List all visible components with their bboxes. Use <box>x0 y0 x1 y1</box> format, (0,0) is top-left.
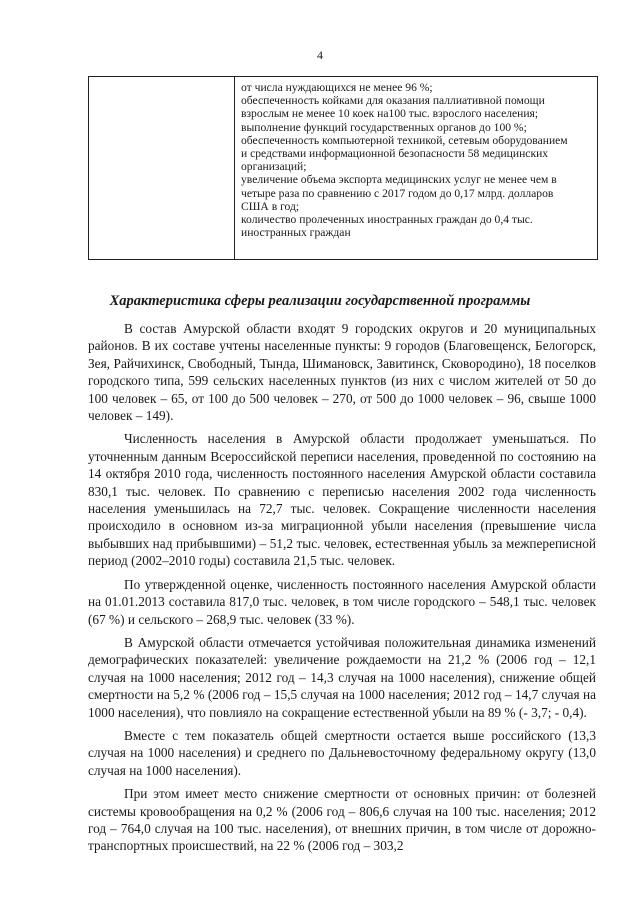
table-line: иностранных граждан <box>241 226 351 240</box>
paragraph: Вместе с тем показатель общей смертности остается выше российского (13,3 случая на 1000 населения) и среднего по Дальневосточному федеральному округу (13,0 случая на 1000 населения). <box>88 727 596 778</box>
paragraph: В Амурской области отмечается устойчивая положительная динамика изменений демографических показателей: увеличение рождаемости на 21,2 % (2006 год – 12,1 случая на 1000 населения; 2012 год – 14,3 случая на 1000 населения), снижение общей смертности на 5,2 % (2006 год – 15,5 случая на 1000 населения; 2012 год – 14,7 случая на 1000 населения), что повлияло на сокращение естественной убыли на 89 % (- 3,7; - 0,4). <box>88 634 596 720</box>
table-line: организаций; <box>241 160 307 174</box>
table-line: увеличение объема экспорта медицинских услуг не менее чем в <box>241 173 557 187</box>
table-line: четыре раза по сравнению с 2017 годом до 0,17 млрд. долларов <box>241 186 554 200</box>
table-line: и средствами информационной безопасности 58 медицинских <box>241 147 549 161</box>
table-line: выполнение функций государственных органов до 100 %; <box>241 120 527 134</box>
body-text <box>88 320 596 855</box>
indicators-table <box>88 76 598 260</box>
table-line: обеспеченность койками для оказания паллиативной помощи <box>241 94 545 108</box>
table-line: взрослым не менее 10 коек на100 тыс. взрослого населения; <box>241 107 539 121</box>
page-number: 4 <box>317 48 323 62</box>
table-line: от числа нуждающихся не менее 96 %; <box>241 81 433 94</box>
table-line: количество пролеченных иностранных граждан до 0,4 тыс. <box>241 213 533 227</box>
paragraph: Численность населения в Амурской области продолжает уменьшаться. По уточненным данным Всероссийской переписи населения, проведенной по состоянию на 14 октября 2010 года, численность постоянного населения Амурской области составила 830,1 тыс. человек. По сравнению с переписью населения 2002 года численность населения уменьшилась на 72,7 тыс. человек. Сокращение численности населения происходило в основном из-за миграционной убыли населения (превышение числа выбывших над прибывшими) – 51,2 тыс. человек, естественная убыль за межпереписной период (2002–2010 годы) составила 21,5 тыс. человек. <box>88 431 596 569</box>
table-line: обеспеченность компьютерной техникой, сетевым оборудованием <box>241 133 568 147</box>
table-line: США в год; <box>241 199 300 213</box>
table-right-cell <box>241 81 587 239</box>
paragraph: По утвержденной оценке, численность постоянного населения Амурской области на 01.01.2013 составила 817,0 тыс. человек, в том числе городского – 548,1 тыс. человек (67 %) и сельского – 268,9 тыс. человек (33 %). <box>88 576 596 627</box>
section-heading: Характеристика сферы реализации государственной программы <box>109 293 531 309</box>
paragraph: При этом имеет место снижение смертности от основных причин: от болезней системы кровообращения на 0,2 % (2006 год – 806,6 случая на 100 тыс. населения; 2012 год – 764,0 случая на 100 тыс. населения), от внешних причин, в том числе от дорожно-транспортных происшествий, на 22 % (2006 год – 303,2 <box>88 786 596 854</box>
table-left-cell <box>89 77 235 259</box>
paragraph: В состав Амурской области входят 9 городских округов и 20 муниципальных районов. В их составе учтены населенные пункты: 9 городов (Благовещенск, Белогорск, Зея, Райчихинск, Свободный, Тында, Шимановск, Завитинск, Сковородино), 18 поселков городского типа, 599 сельских населенных пунктов (из них с числом жителей от 50 до 100 человек – 65, от 100 до 500 человек – 270, от 500 до 1000 человек – 96, свыше 1000 человек – 149). <box>88 321 596 424</box>
